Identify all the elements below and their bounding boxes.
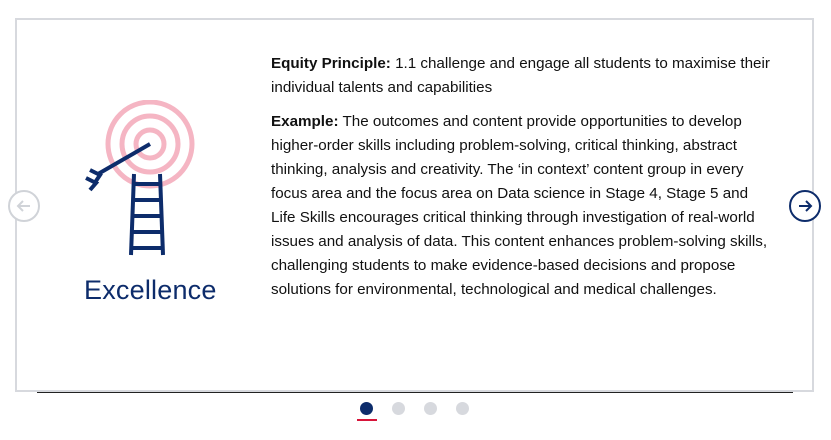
pagination-dot-4[interactable] xyxy=(456,402,469,415)
example xyxy=(271,110,771,302)
pagination-dots xyxy=(360,402,480,422)
arrow-left-icon xyxy=(15,197,33,215)
next-slide-button[interactable] xyxy=(789,190,821,222)
target-ladder-arrow-icon xyxy=(84,100,200,260)
previous-slide-button[interactable] xyxy=(8,190,40,222)
slide-content xyxy=(271,52,771,312)
slide-divider xyxy=(37,392,793,393)
slide-title: Excellence xyxy=(84,275,217,305)
example-label: Example: xyxy=(271,113,339,130)
pagination-dot-1[interactable] xyxy=(360,402,373,415)
arrow-right-icon xyxy=(796,197,814,215)
example-text: The outcomes and content provide opportunities to develop higher-order skills including problem-solving, critical thinking, abstract thinking, analysis and creativity. The ‘in context’ content group in every focus area and the focus area on Data science in Stage 4, Stage 5 and Life Skills encourages critical thinking through investigation of real-world issues and analysis of data. This content enhances problem-solving skills, challenging students to make evidence-based decisions and propose solutions for environmental, technological and medical challenges. xyxy=(271,113,768,298)
equity-principle-text: 1.1 challenge and engage all students to maximise their individual talents and capabilities xyxy=(271,55,770,96)
equity-principle-label: Equity Principle: xyxy=(271,55,391,72)
active-dot-indicator xyxy=(357,419,377,421)
pagination-dot-2[interactable] xyxy=(392,402,405,415)
pagination-dot-3[interactable] xyxy=(424,402,437,415)
equity-principle xyxy=(271,52,771,100)
